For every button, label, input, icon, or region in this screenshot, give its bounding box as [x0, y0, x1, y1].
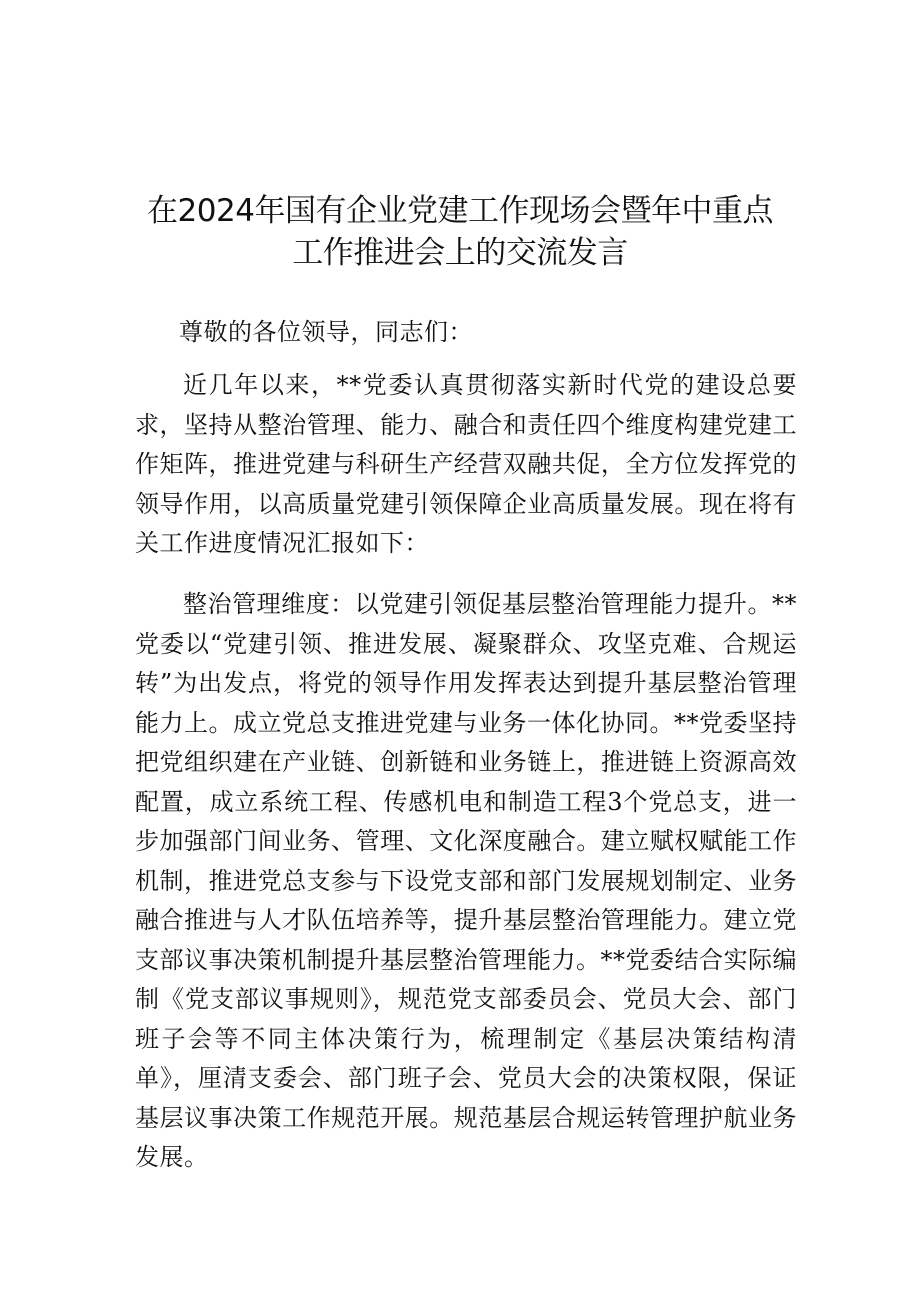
- salutation: 尊敬的各位领导，同志们：: [179, 318, 473, 346]
- paragraph-governance: 整治管理维度：以党建引领促基层整治管理能力提升。**党委以“党建引领、推进发展、凝聚群众、攻坚克难、合规运转”为出发点，将党的领导作用发挥表达到提升基层整治管理能力上。成立党总支推进党建与业务一体化协同。**党委坚持把党组织建在产业链、创新链和业务链上，推进链上资源高效配置，成立系统工程、传感机电和制造工程3个党总支，进一步加强部门间业务、管理、文化深度融合。建立赋权赋能工作机制，推进党总支参与下设党支部和部门发展规划制定、业务融合推进与人才队伍培养等，提升基层整治管理能力。建立党支部议事决策机制提升基层整治管理能力。**党委结合实际编制《党支部议事规则》，规范党支部委员会、党员大会、部门班子会等不同主体决策行为，梳理制定《基层决策结构清单》，厘清支委会、部门班子会、党员大会的决策权限，保证基层议事决策工作规范开展。规范基层合规运转管理护航业务发展。: [135, 590, 797, 1171]
- title-line-2: 工作推进会上的交流发言: [292, 235, 628, 271]
- title-line-1: 在2024年国有企业党建工作现场会暨年中重点: [147, 193, 773, 229]
- paragraph-intro: 近几年以来，**党委认真贯彻落实新时代党的建设总要求，坚持从整治管理、能力、融合和责任四个维度构建党建工作矩阵，推进党建与科研生产经营双融共促，全方位发挥党的领导作用，以高质量党建引领保障企业高质量发展。现在将有关工作进度情况汇报如下：: [135, 371, 797, 557]
- document-title: [130, 190, 790, 274]
